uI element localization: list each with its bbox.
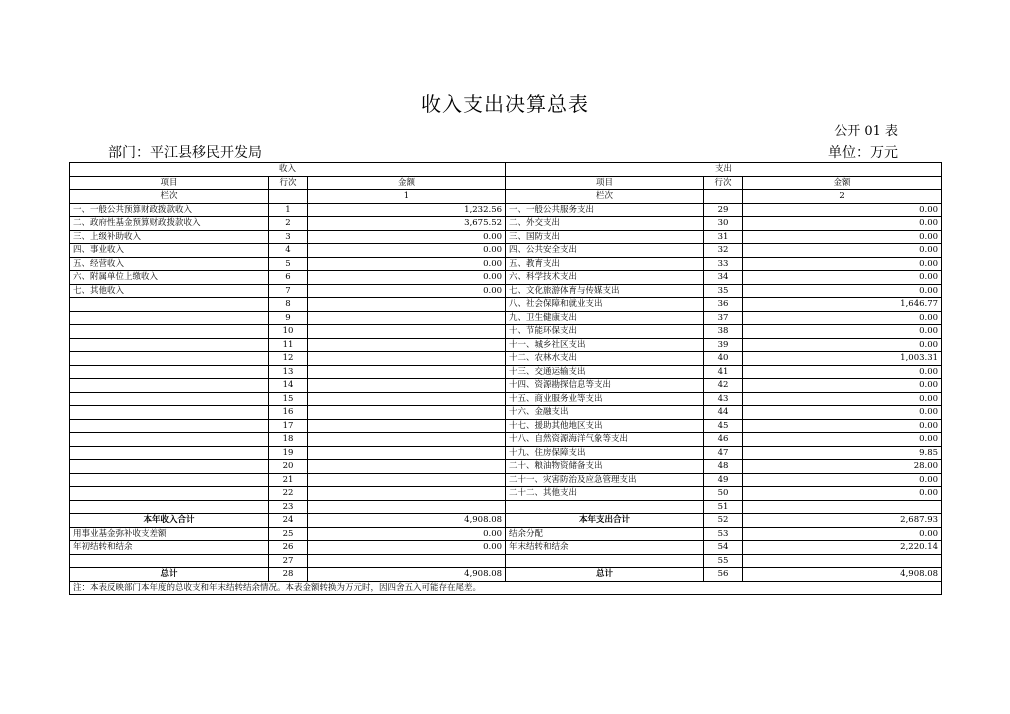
income-row-no: 14 (269, 379, 308, 393)
income-amount (308, 392, 506, 406)
income-row-no: 6 (269, 271, 308, 285)
table-row (70, 271, 942, 285)
column-index-row (70, 190, 942, 204)
expense-item: 九、卫生健康支出 (506, 311, 704, 325)
income-row-no: 7 (269, 284, 308, 298)
expense-amount: 1,646.77 (743, 298, 942, 312)
table-row (70, 217, 942, 231)
income-row-no: 27 (269, 554, 308, 568)
income-item: 本年收入合计 (70, 514, 269, 528)
expense-row-no: 51 (704, 500, 743, 514)
expense-amount: 0.00 (743, 311, 942, 325)
income-item: 用事业基金弥补收支差额 (70, 527, 269, 541)
income-item (70, 379, 269, 393)
expense-row-no: 37 (704, 311, 743, 325)
income-item (70, 365, 269, 379)
income-amount (308, 433, 506, 447)
income-col-index: 1 (308, 190, 506, 204)
income-item (70, 473, 269, 487)
expense-amount: 0.00 (743, 527, 942, 541)
income-row-no: 25 (269, 527, 308, 541)
expense-amount: 0.00 (743, 271, 942, 285)
income-amount (308, 311, 506, 325)
section-header-row (70, 163, 942, 177)
expense-row-no: 54 (704, 541, 743, 555)
income-amount: 0.00 (308, 257, 506, 271)
expense-item: 十三、交通运输支出 (506, 365, 704, 379)
expense-row-no: 29 (704, 203, 743, 217)
table-row (70, 554, 942, 568)
table-row (70, 460, 942, 474)
expense-row-no: 38 (704, 325, 743, 339)
table-row (70, 230, 942, 244)
expense-row-no: 32 (704, 244, 743, 258)
income-amount (308, 365, 506, 379)
table-row (70, 298, 942, 312)
income-amount (308, 554, 506, 568)
expense-item: 八、社会保障和就业支出 (506, 298, 704, 312)
expense-amount: 0.00 (743, 203, 942, 217)
income-row-no: 2 (269, 217, 308, 231)
table-row (70, 365, 942, 379)
income-amount: 0.00 (308, 271, 506, 285)
expense-item: 十八、自然资源海洋气象等支出 (506, 433, 704, 447)
table-row (70, 284, 942, 298)
table-row (70, 311, 942, 325)
income-row-no: 15 (269, 392, 308, 406)
expense-row-no: 41 (704, 365, 743, 379)
expense-row-no: 31 (704, 230, 743, 244)
income-amount (308, 419, 506, 433)
table-row (70, 325, 942, 339)
income-item (70, 392, 269, 406)
income-row-no: 11 (269, 338, 308, 352)
expense-item: 结余分配 (506, 527, 704, 541)
expense-item-header: 项目 (506, 176, 704, 190)
income-amount (308, 473, 506, 487)
expense-amount: 0.00 (743, 392, 942, 406)
column-header-row (70, 176, 942, 190)
income-row-no: 8 (269, 298, 308, 312)
income-rowno-header: 行次 (269, 176, 308, 190)
expense-item: 二十一、灾害防治及应急管理支出 (506, 473, 704, 487)
income-amount (308, 487, 506, 501)
expense-amount: 0.00 (743, 379, 942, 393)
income-amount-header: 金额 (308, 176, 506, 190)
expense-row-no: 45 (704, 419, 743, 433)
income-row-no: 23 (269, 500, 308, 514)
income-row-no: 21 (269, 473, 308, 487)
income-row-no: 12 (269, 352, 308, 366)
expense-item (506, 500, 704, 514)
table-body (70, 163, 942, 582)
expense-amount: 2,220.14 (743, 541, 942, 555)
expense-item: 四、公共安全支出 (506, 244, 704, 258)
income-row-no: 9 (269, 311, 308, 325)
table-row (70, 352, 942, 366)
income-amount: 1,232.56 (308, 203, 506, 217)
income-amount: 0.00 (308, 541, 506, 555)
expense-amount: 0.00 (743, 419, 942, 433)
table-row (70, 379, 942, 393)
expense-item: 十二、农林水支出 (506, 352, 704, 366)
income-amount (308, 298, 506, 312)
expense-amount (743, 500, 942, 514)
income-amount (308, 379, 506, 393)
income-row-no: 22 (269, 487, 308, 501)
table-row (70, 244, 942, 258)
income-item (70, 352, 269, 366)
expense-row-no: 52 (704, 514, 743, 528)
expense-item: 本年支出合计 (506, 514, 704, 528)
expense-row-no: 39 (704, 338, 743, 352)
income-amount (308, 352, 506, 366)
expense-item: 十六、金融支出 (506, 406, 704, 420)
expense-row-no: 43 (704, 392, 743, 406)
expense-item: 二、外交支出 (506, 217, 704, 231)
expense-item: 十七、援助其他地区支出 (506, 419, 704, 433)
income-amount (308, 325, 506, 339)
expense-amount: 0.00 (743, 325, 942, 339)
expense-col-label: 栏次 (506, 190, 704, 204)
table-row (70, 203, 942, 217)
income-amount (308, 446, 506, 460)
expense-amount: 0.00 (743, 406, 942, 420)
expense-item: 一、一般公共服务支出 (506, 203, 704, 217)
table-note: 注：本表反映部门本年度的总收支和年末结转结余情况。本表金额转换为万元时，因四舍五入可能存在尾差。 (70, 581, 942, 595)
expense-header: 支出 (506, 163, 942, 177)
expense-item: 七、文化旅游体育与传媒支出 (506, 284, 704, 298)
table-row (70, 392, 942, 406)
income-amount (308, 460, 506, 474)
expense-amount: 0.00 (743, 487, 942, 501)
income-item (70, 433, 269, 447)
income-item (70, 554, 269, 568)
expense-row-no: 50 (704, 487, 743, 501)
income-row-no: 17 (269, 419, 308, 433)
expense-item (506, 554, 704, 568)
income-item: 五、经营收入 (70, 257, 269, 271)
note-row (70, 581, 942, 595)
expense-row-no: 36 (704, 298, 743, 312)
income-amount: 4,908.08 (308, 514, 506, 528)
income-row-no: 28 (269, 568, 308, 582)
expense-amount: 0.00 (743, 217, 942, 231)
income-item: 年初结转和结余 (70, 541, 269, 555)
income-row-no: 18 (269, 433, 308, 447)
income-row-no: 20 (269, 460, 308, 474)
income-row-no: 10 (269, 325, 308, 339)
table-row (70, 500, 942, 514)
expense-col-index: 2 (743, 190, 942, 204)
income-amount: 4,908.08 (308, 568, 506, 582)
income-item: 六、附属单位上缴收入 (70, 271, 269, 285)
expense-row-no: 49 (704, 473, 743, 487)
expense-item: 五、教育支出 (506, 257, 704, 271)
expense-row-no: 40 (704, 352, 743, 366)
expense-row-no: 55 (704, 554, 743, 568)
expense-row-no: 42 (704, 379, 743, 393)
income-amount: 3,675.52 (308, 217, 506, 231)
income-item (70, 325, 269, 339)
income-row-no: 13 (269, 365, 308, 379)
income-row-no: 26 (269, 541, 308, 555)
table-row (70, 541, 942, 555)
table-row (70, 514, 942, 528)
expense-amount: 0.00 (743, 257, 942, 271)
expense-amount: 1,003.31 (743, 352, 942, 366)
expense-item: 六、科学技术支出 (506, 271, 704, 285)
income-item: 七、其他收入 (70, 284, 269, 298)
income-row-no: 4 (269, 244, 308, 258)
income-item (70, 419, 269, 433)
expense-row-no: 46 (704, 433, 743, 447)
expense-row-no: 34 (704, 271, 743, 285)
expense-amount (743, 554, 942, 568)
income-row-no: 3 (269, 230, 308, 244)
income-item (70, 311, 269, 325)
expense-row-no: 35 (704, 284, 743, 298)
income-row-no: 1 (269, 203, 308, 217)
table-row (70, 338, 942, 352)
income-amount (308, 338, 506, 352)
expense-amount: 0.00 (743, 284, 942, 298)
income-item (70, 406, 269, 420)
expense-row-no: 48 (704, 460, 743, 474)
expense-row-no: 44 (704, 406, 743, 420)
expense-amount: 0.00 (743, 433, 942, 447)
income-row-no: 5 (269, 257, 308, 271)
expense-col-blank (704, 190, 743, 204)
expense-row-no: 53 (704, 527, 743, 541)
expense-row-no: 47 (704, 446, 743, 460)
expense-item: 年末结转和结余 (506, 541, 704, 555)
table-row (70, 568, 942, 582)
income-row-no: 16 (269, 406, 308, 420)
expense-amount: 2,687.93 (743, 514, 942, 528)
expense-item: 十、节能环保支出 (506, 325, 704, 339)
income-item: 四、事业收入 (70, 244, 269, 258)
income-item: 二、政府性基金预算财政拨款收入 (70, 217, 269, 231)
expense-amount: 9.85 (743, 446, 942, 460)
table-row (70, 257, 942, 271)
table-row (70, 446, 942, 460)
expense-amount: 0.00 (743, 365, 942, 379)
income-col-label: 栏次 (70, 190, 269, 204)
table-row (70, 419, 942, 433)
expense-row-no: 33 (704, 257, 743, 271)
table-row (70, 487, 942, 501)
table-row (70, 406, 942, 420)
table-row (70, 433, 942, 447)
table-row (70, 473, 942, 487)
income-item (70, 446, 269, 460)
income-amount: 0.00 (308, 284, 506, 298)
income-item: 三、上级补助收入 (70, 230, 269, 244)
page-title: 收入支出决算总表 (421, 92, 589, 116)
unit-label: 单位：万元 (828, 145, 898, 161)
expense-amount: 0.00 (743, 338, 942, 352)
expense-item: 三、国防支出 (506, 230, 704, 244)
income-item (70, 500, 269, 514)
expense-amount: 0.00 (743, 473, 942, 487)
expense-item: 十五、商业服务业等支出 (506, 392, 704, 406)
expense-amount: 0.00 (743, 230, 942, 244)
income-col-blank (269, 190, 308, 204)
income-amount: 0.00 (308, 527, 506, 541)
expense-rowno-header: 行次 (704, 176, 743, 190)
department-label: 部门：平江县移民开发局 (108, 145, 262, 161)
budget-summary-table (69, 162, 942, 595)
income-amount (308, 500, 506, 514)
income-amount: 0.00 (308, 244, 506, 258)
expense-item: 十一、城乡社区支出 (506, 338, 704, 352)
expense-row-no: 56 (704, 568, 743, 582)
expense-amount-header: 金额 (743, 176, 942, 190)
income-item (70, 487, 269, 501)
expense-item: 二十二、其他支出 (506, 487, 704, 501)
income-item: 总计 (70, 568, 269, 582)
income-row-no: 19 (269, 446, 308, 460)
expense-item: 十九、住房保障支出 (506, 446, 704, 460)
income-item-header: 项目 (70, 176, 269, 190)
income-header: 收入 (70, 163, 506, 177)
income-item: 一、一般公共预算财政拨款收入 (70, 203, 269, 217)
income-item (70, 460, 269, 474)
expense-row-no: 30 (704, 217, 743, 231)
expense-item: 十四、资源勘探信息等支出 (506, 379, 704, 393)
expense-item: 二十、粮油物资储备支出 (506, 460, 704, 474)
income-item (70, 298, 269, 312)
table-row (70, 527, 942, 541)
expense-amount: 4,908.08 (743, 568, 942, 582)
form-number: 公开 01 表 (834, 124, 898, 139)
income-row-no: 24 (269, 514, 308, 528)
expense-amount: 28.00 (743, 460, 942, 474)
income-amount: 0.00 (308, 230, 506, 244)
expense-amount: 0.00 (743, 244, 942, 258)
income-item (70, 338, 269, 352)
income-amount (308, 406, 506, 420)
expense-item: 总计 (506, 568, 704, 582)
